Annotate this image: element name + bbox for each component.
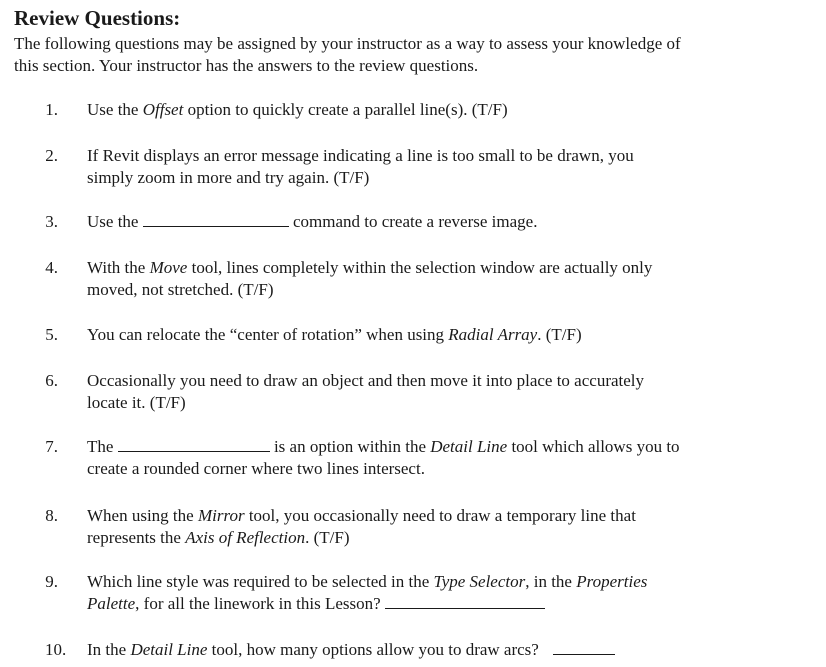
question-text-line: moved, not stretched. (T/F) [87,280,274,299]
question-text-part: Which line style was required to be selected in the [87,572,434,591]
question-number: 7. [45,437,58,456]
question-text-part: Use the [87,100,143,119]
question-text-part: command to create a reverse image. [288,212,538,231]
emphasis-term: Properties [576,572,648,591]
question-text-part: option to quickly create a parallel line(s). (T/F) [183,100,508,119]
question-text [87,639,747,661]
question-text [87,436,747,480]
answer-blank[interactable] [143,212,289,227]
emphasis-term: Detail Line [130,640,208,659]
question-text-line: Occasionally you need to draw an object and then move it into place to accurately [87,371,645,390]
question-number: 6. [45,371,58,390]
question-number: 10. [45,640,67,659]
emphasis-term: Mirror [197,506,245,525]
question-text [87,571,747,615]
question-text-part: . (T/F) [305,528,350,547]
question-number: 2. [45,146,58,165]
question-text-part: represents the [87,528,186,547]
question-number: 1. [45,100,58,119]
question-text [87,324,747,346]
emphasis-term: Palette [87,594,136,613]
question-text-part: is an option within the [269,437,431,456]
question-text-part: tool which allows you to [507,437,680,456]
question-text-line: If Revit displays an error message indicating a line is too small to be drawn, you [87,146,634,165]
review-questions-page [14,6,814,77]
question-text-part: In the [87,640,131,659]
question-text [87,211,747,233]
emphasis-term: Detail Line [430,437,508,456]
question-number: 5. [45,325,58,344]
intro-paragraph: The following questions may be assigned by your instructor as a way to assess your knowledge of this section. Your instructor has the answers to the review questions. [14,34,681,75]
question-number: 8. [45,506,58,525]
answer-blank[interactable] [385,594,545,609]
answer-blank[interactable] [553,640,615,655]
question-text-part: The [87,437,118,456]
question-text [87,370,747,414]
question-text-part: With the [87,258,150,277]
emphasis-term: Offset [142,100,184,119]
question-text-part: , for all the linework in this Lesson? [135,594,385,613]
question-number: 9. [45,572,58,591]
question-number: 4. [45,258,58,277]
question-text-part: , in the [525,572,577,591]
emphasis-term: Radial Array [448,325,538,344]
question-text-part: You can relocate the “center of rotation” when using [87,325,449,344]
question-number: 3. [45,212,58,231]
emphasis-term: Move [149,258,188,277]
question-text-part: . (T/F) [537,325,582,344]
emphasis-term: Axis of Reflection [185,528,306,547]
question-text-part: tool, you occasionally need to draw a temporary line that [244,506,636,525]
emphasis-term: Type Selector [433,572,526,591]
question-text-part: Use the [87,212,143,231]
question-text [87,505,747,549]
question-text [87,99,747,121]
question-text-part: tool, how many options allow you to draw arcs? [207,640,544,659]
question-text-line: locate it. (T/F) [87,393,186,412]
question-text [87,145,747,189]
question-text-line: simply zoom in more and try again. (T/F) [87,168,370,187]
page-title: Review Questions: [14,6,181,30]
question-text-part: When using the [87,506,198,525]
question-text-line: create a rounded corner where two lines intersect. [87,459,425,478]
answer-blank[interactable] [118,437,270,452]
question-text [87,257,747,301]
question-text-part: tool, lines completely within the selection window are actually only [187,258,653,277]
